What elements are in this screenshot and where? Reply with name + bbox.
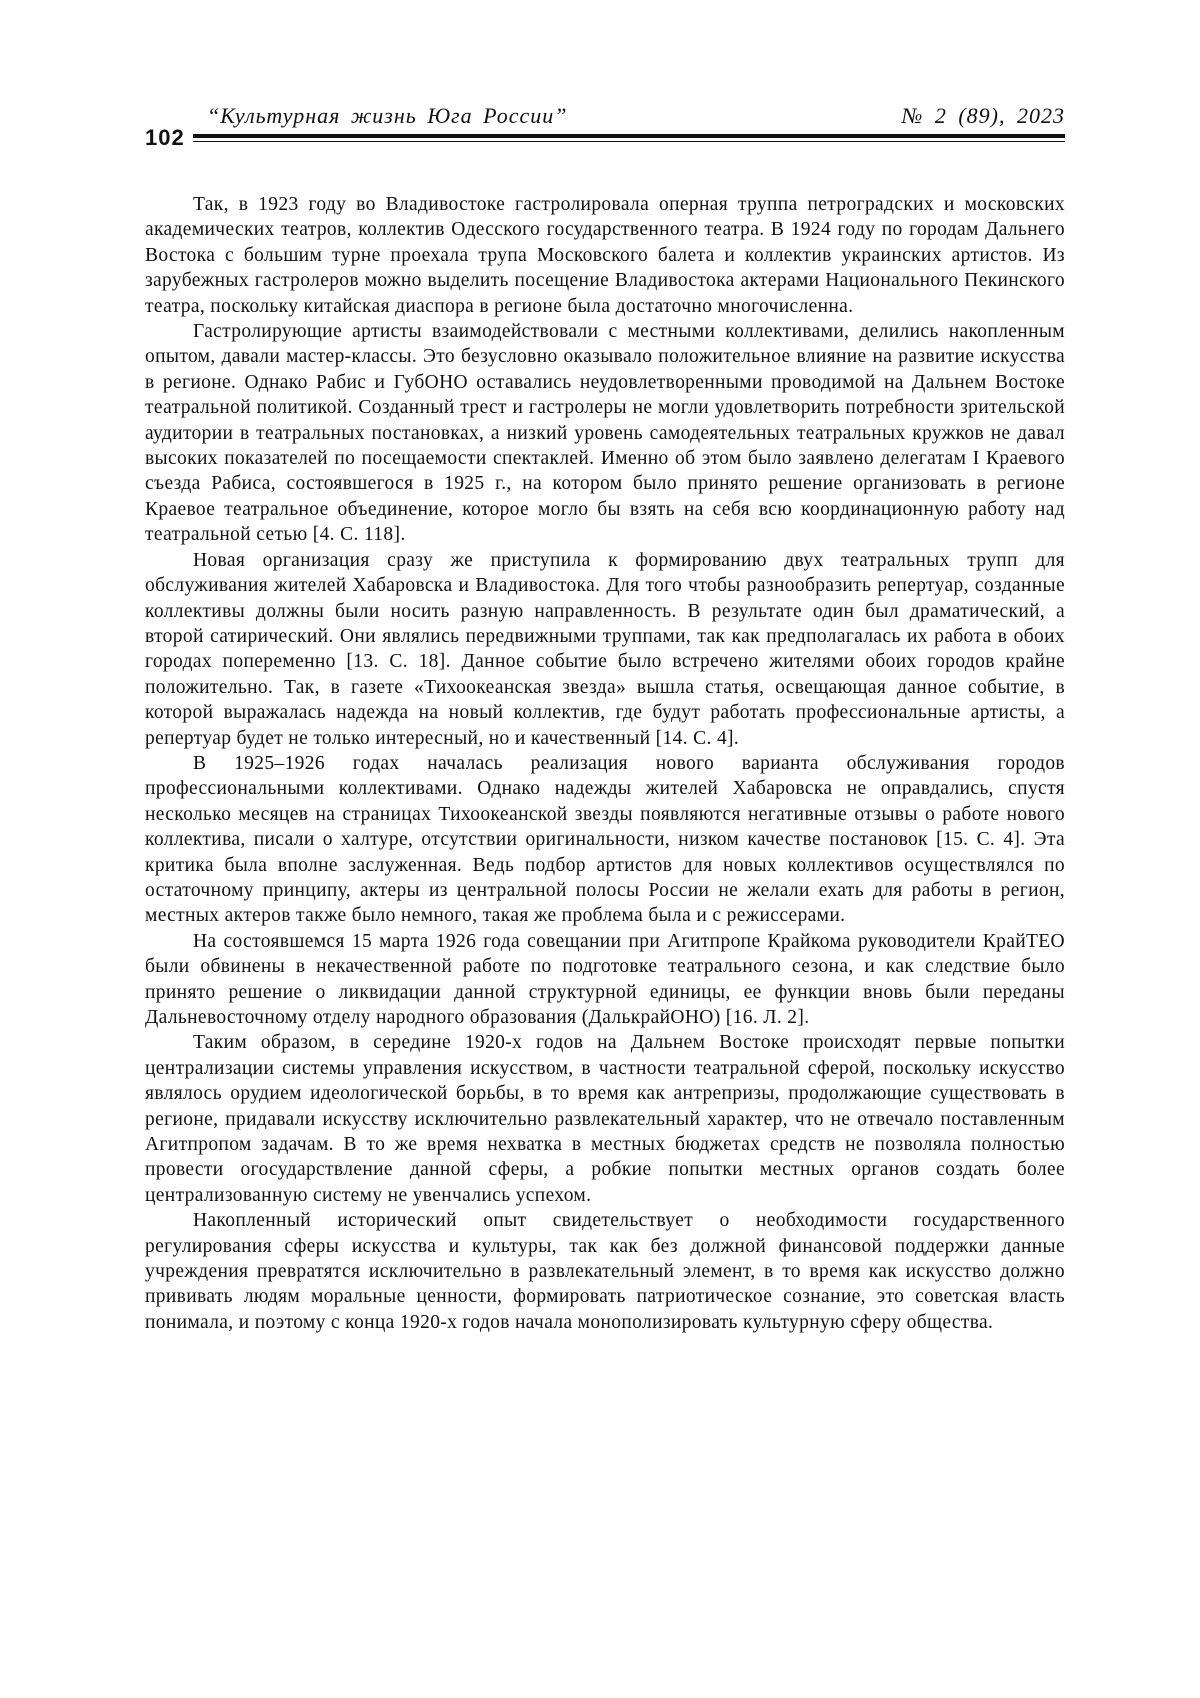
- paragraph-2: Гастролирующие артисты взаимодействовали с местными коллективами, делились накопленным опытом, давали мастер-классы. Это безусловно оказывало положительное влияние на развитие искусства в регионе. Однако Рабис и ГубОНО оставались неудовлетворенными проводимой на Дальнем Востоке театральной политикой. Созданный трест и гастролеры не могли удовлетворить потребности зрительской аудитории в театральных постановках, а низкий уровень самодеятельных театральных кружков не давал высоких показателей по посещаемости спектаклей. Именно об этом было заявлено делегатам I Краевого съезда Рабиса, состоявшегося в 1925 г., на котором было принято решение организовать в регионе Краевое театральное объединение, которое могло бы взять на себя всю координационную работу над театральной сетью [4. С. 118].: [145, 321, 1065, 546]
- paragraph-4: В 1925–1926 годах началась реализация нового варианта обслуживания городов профессиональными коллективами. Однако надежды жителей Хабаровска не оправдались, спустя несколько месяцев на страницах Тихоокеанской звезды появляются негативные отзывы о работе нового коллектива, писали о халтуре, отсутствии оригинальности, низком качестве постановок [15. С. 4]. Эта критика была вполне заслуженная. Ведь подбор артистов для новых коллективов осуществлялся по остаточному принципу, актеры из центральной полосы России не желали ехать для работы в регион, местных актеров также было немного, такая же проблема была и с режиссерами.: [145, 752, 1065, 927]
- paragraph-7: Накопленный исторический опыт свидетельствует о необходимости государственного регулирования сферы искусства и культуры, так как без должной финансовой поддержки данные учреждения превратятся исключительно в развлекательный элемент, в то время как искусство должно прививать людям моральные ценности, формировать патриотическое сознание, это советская власть понимала, и поэтому с конца 1920-х годов начала монополизировать культурную сферу общества.: [145, 1210, 1065, 1333]
- header-rule-thin: [193, 141, 1065, 142]
- paragraph-1: Так, в 1923 году во Владивостоке гастролировала оперная труппа петроградских и московских академических театров, коллектив Одесского государственного театра. В 1924 году по городам Дальнего Востока с большим турне проехала трупа Московского балета и коллектив украинских артистов. Из зарубежных гастролеров можно выделить посещение Владивостока актерами Национального Пекинского театра, поскольку китайская диаспора в регионе была достаточно многочисленна.: [145, 194, 1065, 317]
- page-number: 102: [145, 125, 185, 150]
- running-header: [145, 100, 1065, 150]
- article-body: [145, 192, 1065, 1335]
- header-rule-thick: [193, 134, 1065, 138]
- paragraph-3: Новая организация сразу же приступила к формированию двух театральных трупп для обслуживания жителей Хабаровска и Владивостока. Для того чтобы разнообразить репертуар, созданные коллективы должны были носить разную направленность. В результате один был драматический, а второй сатирический. Они являлись передвижными труппами, так как предполагалась их работа в обоих городах попеременно [13. С. 18]. Данное событие было встречено жителями обоих городов крайне положительно. Так, в газете «Тихоокеанская звезда» вышла статья, освещающая данное событие, в которой выражалась надежда на новый коллектив, где будут работать профессиональные артисты, а репертуар будет не только интересный, но и качественный [14. С. 4].: [145, 549, 1065, 749]
- paragraph-5: На состоявшемся 15 марта 1926 года совещании при Агитпропе Крайкома руководители КрайТЕО были обвинены в некачественной работе по подготовке театрального сезона, и как следствие было принято решение о ликвидации данной структурной единицы, ее функции вновь были переданы Дальневосточному отделу народного образования (ДалькрайОНО) [16. Л. 2].: [145, 930, 1065, 1028]
- paragraph-6: Таким образом, в середине 1920-х годов на Дальнем Востоке происходят первые попытки централизации системы управления искусством, в частности театральной сферой, поскольку искусство являлось орудием идеологической борьбы, в то время как антрепризы, продолжающие существовать в регионе, придавали искусству исключительно развлекательный характер, что не отвечало поставленным Агитпропом задачам. В то же время нехватка в местных бюджетах средств не позволяла полностью провести огосударствление данной сферы, а робкие попытки местных органов создать более централизованную систему не увенчались успехом.: [145, 1032, 1065, 1206]
- journal-title: “Культурная жизнь Юга России”: [207, 103, 568, 128]
- issue-info: № 2 (89), 2023: [901, 103, 1065, 128]
